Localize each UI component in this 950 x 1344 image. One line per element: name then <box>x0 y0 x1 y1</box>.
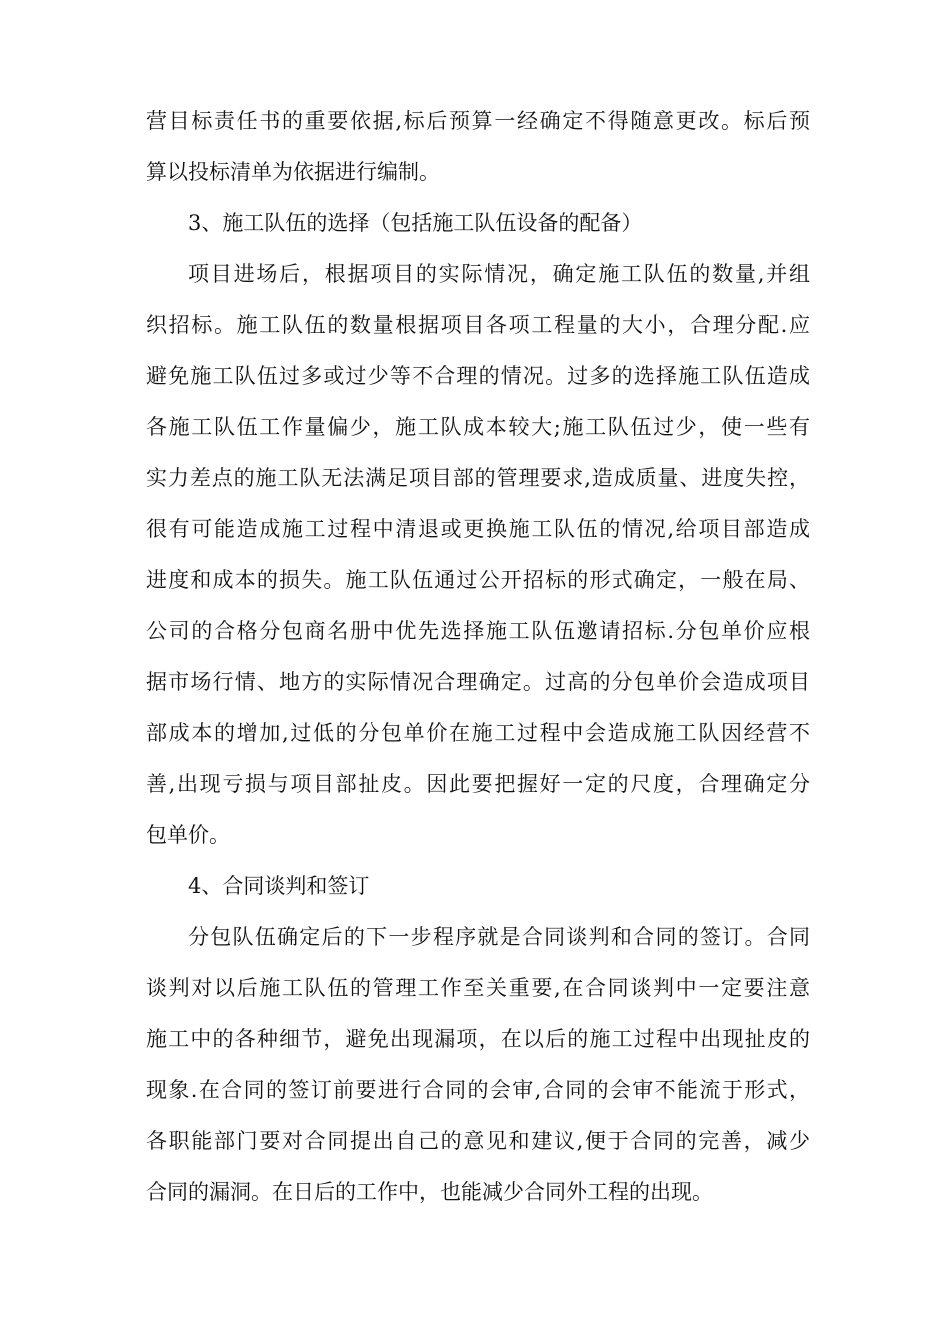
document-body <box>146 96 810 1218</box>
text-line: 避免施工队伍过多或过少等不合理的情况。过多的选择施工队伍造成 <box>146 364 810 388</box>
text-line: 合同的漏洞。在日后的工作中，也能减少合同外工程的出现。 <box>146 1180 713 1204</box>
text-line: 实力差点的施工队无法满足项目部的管理要求,造成质量、进度失控， <box>146 466 810 490</box>
text-line: 营目标责任书的重要依据,标后预算一经确定不得随意更改。标后预 <box>146 109 810 133</box>
text-line: 现象.在合同的签订前要进行合同的会审,合同的会审不能流于形式， <box>146 1078 810 1102</box>
text-line: 公司的合格分包商名册中优先选择施工队伍邀请招标.分包单价应根 <box>146 619 810 643</box>
section-heading: 3、施工队伍的选择（包括施工队伍设备的配备） <box>188 211 643 235</box>
text-line: 算以投标清单为依据进行编制。 <box>146 160 440 184</box>
text-line: 部成本的增加,过低的分包单价在施工过程中会造成施工队因经营不 <box>146 721 810 745</box>
text-line: 施工中的各种细节，避免出现漏项，在以后的施工过程中出现扯皮的 <box>146 1027 810 1051</box>
text-line: 进度和成本的损失。施工队伍通过公开招标的形式确定，一般在局、 <box>146 568 810 592</box>
text-line: 织招标。施工队伍的数量根据项目各项工程量的大小，合理分配.应 <box>146 313 810 337</box>
text-line: 善,出现亏损与项目部扯皮。因此要把握好一定的尺度，合理确定分 <box>146 772 810 796</box>
text-line: 包单价。 <box>146 823 230 847</box>
text-line: 分包队伍确定后的下一步程序就是合同谈判和合同的签订。合同 <box>188 925 810 949</box>
text-line: 项目进场后，根据项目的实际情况，确定施工队伍的数量,并组 <box>188 262 810 286</box>
text-line: 各施工队伍工作量偏少，施工队成本较大;施工队伍过少，使一些有 <box>146 415 810 439</box>
section-heading: 4、合同谈判和签订 <box>188 874 370 898</box>
text-line: 各职能部门要对合同提出自己的意见和建议,便于合同的完善，减少 <box>146 1129 810 1153</box>
text-line: 谈判对以后施工队伍的管理工作至关重要,在合同谈判中一定要注意 <box>146 976 810 1000</box>
text-line: 据市场行情、地方的实际情况合理确定。过高的分包单价会造成项目 <box>146 670 810 694</box>
text-line: 很有可能造成施工过程中清退或更换施工队伍的情况,给项目部造成 <box>146 517 810 541</box>
